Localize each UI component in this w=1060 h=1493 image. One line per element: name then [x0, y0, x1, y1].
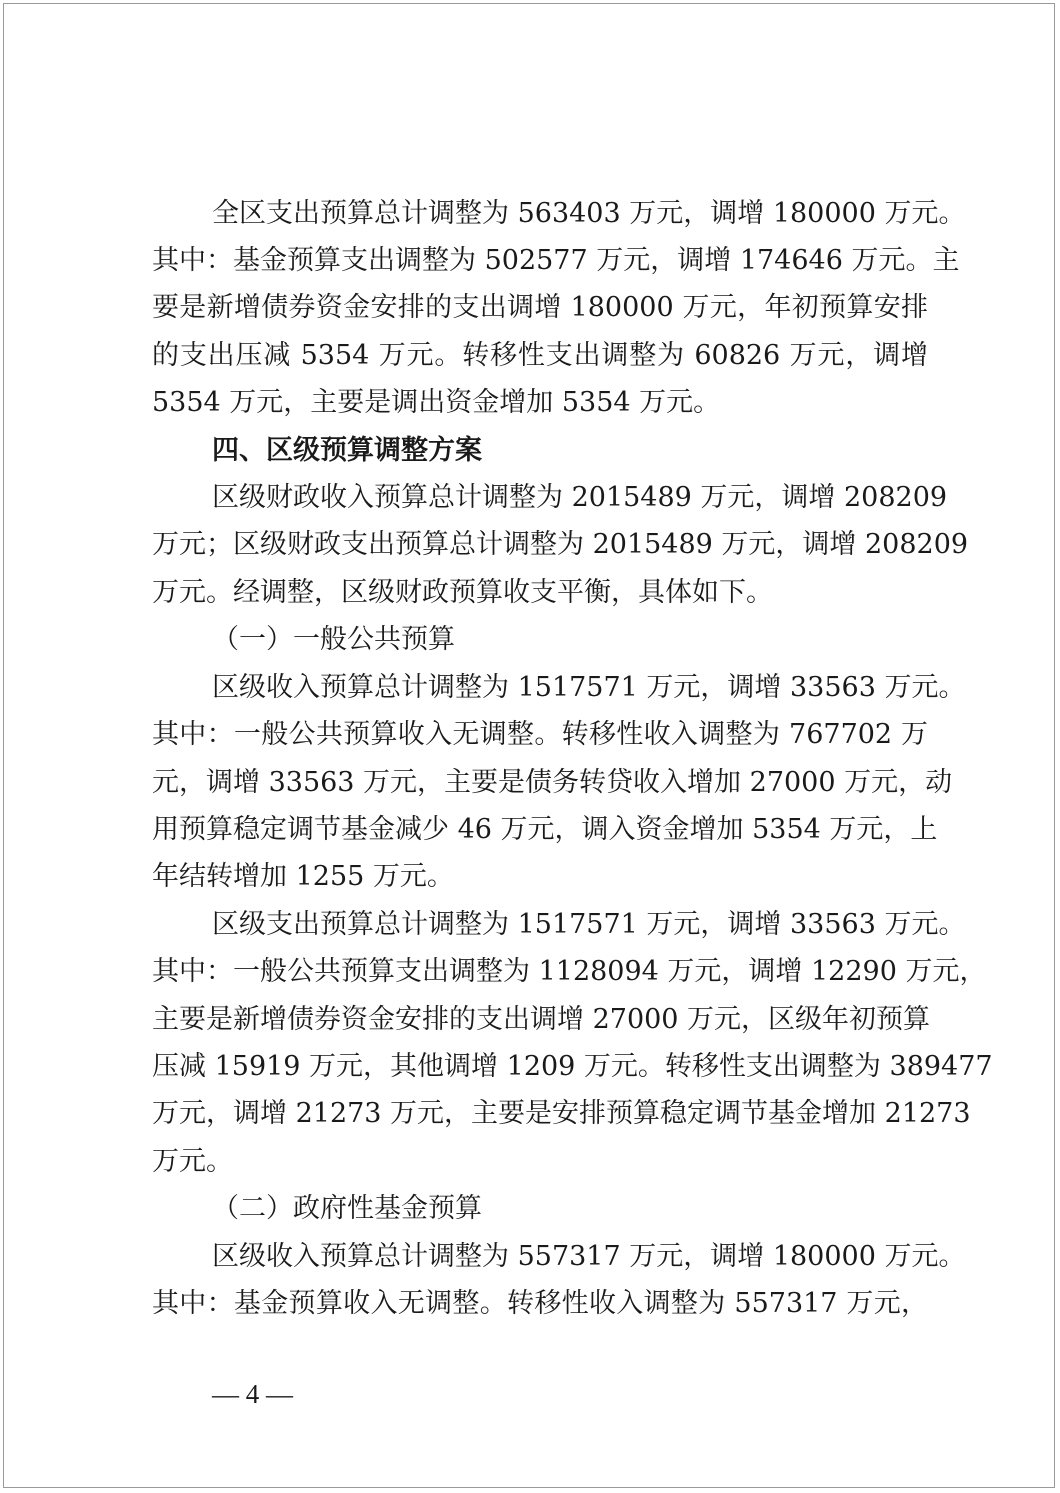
paragraph-line: 全区支出预算总计调整为 563403 万元，调增 180000 万元。: [212, 198, 966, 229]
page-number: — 4 —: [212, 1379, 293, 1409]
paragraph-line: 元，调增 33563 万元，主要是债务转贷收入增加 27000 万元，动: [152, 767, 953, 798]
paragraph-line: 主要是新增债券资金安排的支出调增 27000 万元，区级年初预算: [152, 1004, 931, 1035]
paragraph-line: 万元。经调整，区级财政预算收支平衡，具体如下。: [152, 577, 773, 608]
paragraph-line: 区级财政收入预算总计调整为 2015489 万元，调增 208209: [212, 482, 948, 513]
paragraph-line: 万元；区级财政支出预算总计调整为 2015489 万元，调增 208209: [152, 529, 969, 560]
paragraph-line: 其中：基金预算收入无调整。转移性收入调整为 557317 万元，: [152, 1288, 928, 1319]
subsection-heading: （二）政府性基金预算: [212, 1193, 482, 1224]
section-heading: 四、区级预算调整方案: [212, 435, 482, 466]
document-page: [3, 3, 1055, 1488]
paragraph-line: 要是新增债券资金安排的支出调增 180000 万元，年初预算安排: [152, 292, 928, 323]
paragraph-line: 的支出压减 5354 万元。转移性支出调整为 60826 万元，调增: [152, 340, 928, 371]
paragraph-line: 万元。: [152, 1146, 233, 1177]
paragraph-line: 压减 15919 万元，其他调增 1209 万元。转移性支出调整为 389477: [152, 1051, 993, 1082]
subsection-heading: （一）一般公共预算: [212, 624, 455, 655]
paragraph-line: 其中：基金预算支出调整为 502577 万元，调增 174646 万元。主: [152, 245, 960, 276]
paragraph-line: 区级收入预算总计调整为 557317 万元，调增 180000 万元。: [212, 1241, 966, 1272]
paragraph-line: 5354 万元，主要是调出资金增加 5354 万元。: [152, 387, 721, 418]
paragraph-line: 区级收入预算总计调整为 1517571 万元，调增 33563 万元。: [212, 672, 966, 703]
paragraph-line: 用预算稳定调节基金减少 46 万元，调入资金增加 5354 万元，上: [152, 814, 938, 845]
paragraph-line: 其中：一般公共预算支出调整为 1128094 万元，调增 12290 万元，: [152, 956, 987, 987]
paragraph-line: 其中：一般公共预算收入无调整。转移性收入调整为 767702 万: [152, 719, 928, 750]
paragraph-line: 年结转增加 1255 万元。: [152, 861, 454, 892]
paragraph-line: 万元，调增 21273 万元，主要是安排预算稳定调节基金增加 21273: [152, 1098, 971, 1129]
paragraph-line: 区级支出预算总计调整为 1517571 万元，调增 33563 万元。: [212, 909, 966, 940]
